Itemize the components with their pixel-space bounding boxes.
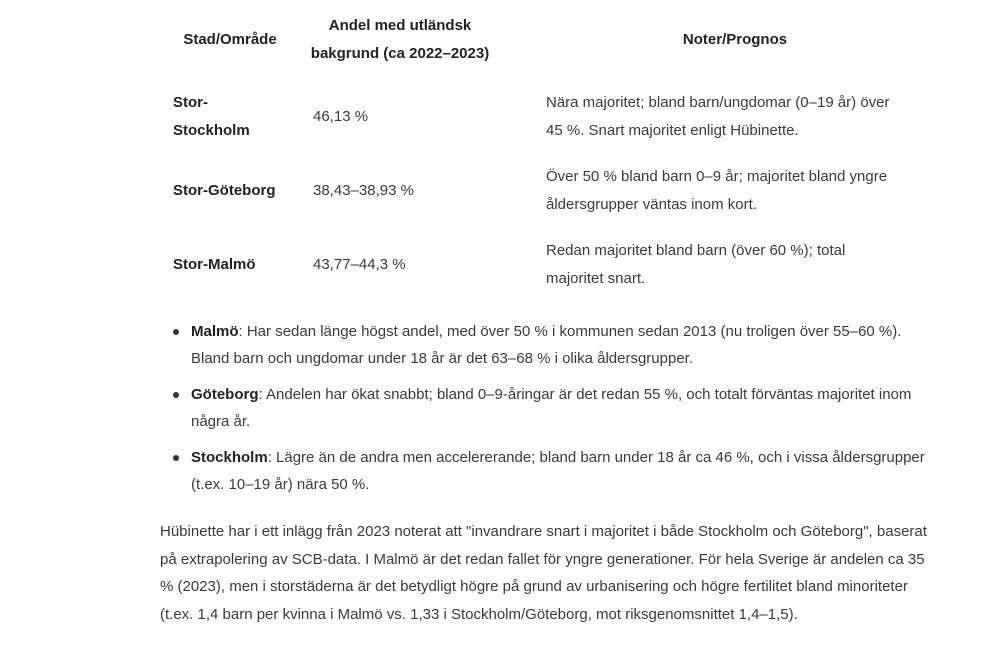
notes-line1: Över 50 % bland barn 0–9 år; majoritet bland yngre bbox=[546, 168, 888, 185]
bullet-dot-icon bbox=[173, 329, 179, 335]
list-item bbox=[160, 444, 930, 498]
share-cell: 38,43–38,93 % bbox=[313, 182, 414, 199]
header-notes: Noter/Prognos bbox=[682, 31, 788, 48]
list-item-text: : Lägre än de andra men accelererande; bland barn under 18 år ca 46 %, och i vissa åldersgrupper (t.ex. 10–19 år) nära 50 %. bbox=[191, 449, 925, 493]
notes-line2: åldersgrupper väntas inom kort. bbox=[546, 196, 757, 213]
header-city: Stad/Område bbox=[183, 31, 277, 48]
bullet-dot-icon bbox=[173, 455, 179, 461]
city-line1: Stor- bbox=[173, 94, 208, 111]
share-cell: 46,13 % bbox=[313, 108, 369, 125]
city-cell: Stor-Malmö bbox=[173, 256, 256, 273]
header-share bbox=[300, 12, 500, 68]
notes-line1: Nära majoritet; bland barn/ungdomar (0–19 år) över bbox=[546, 94, 890, 111]
bullet-list bbox=[160, 318, 930, 498]
table-row bbox=[160, 154, 920, 228]
summary-paragraph: Hübinette har i ett inlägg från 2023 noterat att "invandrare snart i majoritet i både Stockholm och Göteborg", baserat på extrapolering av SCB-data. I Malmö är det redan fallet för yngre generationer. För hela Sverige är andelen ca 35 % (2023), men i storstäderna är det betydligt högre på grund av urbanisering och högre fertilitet bland minoriteter (t.ex. 1,4 barn per kvinna i Malmö vs. 1,33 i Stockholm/Göteborg, mot riksgenomsnittet 1,4–1,5). bbox=[160, 523, 927, 623]
table-row bbox=[160, 68, 920, 154]
content bbox=[160, 0, 930, 628]
notes-line2: majoritet snart. bbox=[546, 270, 646, 287]
notes-line1: Redan majoritet bland barn (över 60 %); total bbox=[546, 242, 846, 259]
list-item-term: Stockholm bbox=[191, 449, 268, 466]
list-item bbox=[160, 381, 930, 435]
notes-cell bbox=[500, 68, 920, 154]
notes-line2: 45 %. Snart majoritet enligt Hübinette. bbox=[546, 122, 799, 139]
header-share-line1: Andel med utländsk bbox=[328, 17, 472, 34]
city-cell: Stor-Göteborg bbox=[173, 182, 276, 199]
share-cell: 43,77–44,3 % bbox=[313, 256, 406, 273]
header-share-line2: bakgrund (ca 2022–2023) bbox=[310, 45, 490, 62]
city-cell bbox=[160, 68, 300, 154]
table-row bbox=[160, 228, 920, 302]
list-item-text: : Andelen har ökat snabbt; bland 0–9-åringar är det redan 55 %, och totalt förväntas majoritet inom några år. bbox=[191, 386, 912, 430]
list-item-text: : Har sedan länge högst andel, med över 50 % i kommunen sedan 2013 (nu troligen över 55–60 %). Bland barn och ungdomar under 18 år är det 63–68 % i olika åldersgrupper. bbox=[191, 323, 902, 367]
notes-cell bbox=[500, 154, 920, 228]
data-table bbox=[160, 12, 920, 302]
notes-cell bbox=[500, 228, 920, 302]
table-header-row bbox=[160, 12, 920, 68]
bullet-dot-icon bbox=[173, 392, 179, 398]
list-item-term: Göteborg bbox=[191, 386, 259, 403]
list-item-term: Malmö bbox=[191, 323, 239, 340]
list-item bbox=[160, 318, 930, 372]
city-line2: Stockholm bbox=[173, 122, 250, 139]
